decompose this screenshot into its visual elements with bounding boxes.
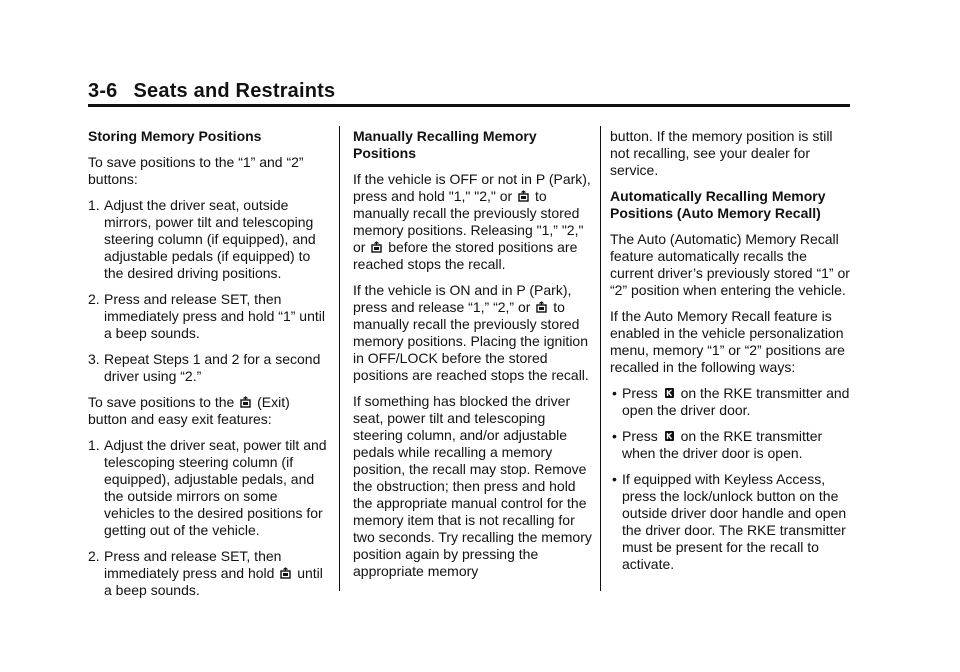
memory-exit-icon [240, 396, 251, 408]
rke-unlock-icon [664, 430, 675, 442]
text: on the RKE transmitter and open the driver door. [622, 385, 850, 418]
column-3 [610, 128, 854, 582]
bullet-item [610, 428, 854, 462]
rke-unlock-icon [664, 387, 675, 399]
list-text: Adjust the driver seat, power tilt and telescoping steering column (if equipped), adjustable pedals, and the outside mirrors on some vehicles to the desired positions for getting out of the vehicle. [104, 437, 327, 538]
bullet-item [610, 385, 854, 419]
list-text: until a beep sounds. [104, 565, 323, 598]
column-divider [339, 126, 340, 591]
text: before the stored positions are reached stops the recall. [353, 239, 578, 272]
bullet: • [612, 385, 617, 401]
heading-storing: Storing Memory Positions [88, 128, 262, 144]
list-text: Repeat Steps 1 and 2 for a second driver using “2.” [104, 351, 321, 384]
paragraph: If the Auto Memory Recall feature is enabled in the vehicle personalization menu, memory “1” or “2” positions are recalled in the following ways: [610, 308, 845, 375]
memory-exit-icon [280, 567, 291, 579]
memory-exit-icon [536, 301, 547, 313]
memory-exit-icon [371, 241, 382, 253]
list-item [88, 197, 328, 282]
list-item [88, 548, 328, 599]
heading-auto-recall: Automatically Recalling Memory Positions (Auto Memory Recall) [610, 188, 826, 221]
column-divider [600, 126, 601, 591]
section-number: 3-6 [88, 80, 118, 102]
list-number: 2. [88, 548, 100, 564]
paragraph: If something has blocked the driver seat, power tilt and telescoping steering column, and/or adjustable pedals while recalling a memory position, the recall may stop. Remove the obstruction; then press and hold the appropriate manual control for the memory item that is not recalling for two seconds. Try recalling the memory position again by pressing the appropriate memory [353, 393, 592, 579]
list-item [88, 437, 328, 539]
list-item [88, 351, 328, 385]
paragraph: button. If the memory position is still not recalling, see your dealer for service. [610, 128, 833, 178]
list-number: 1. [88, 197, 100, 213]
list-number: 2. [88, 291, 100, 307]
text: If the vehicle is OFF or not in P (Park), press and hold "1," "2," or [353, 171, 591, 204]
text: To save positions to the [88, 394, 235, 410]
paragraph: To save positions to the “1” and “2” buttons: [88, 154, 304, 187]
list-text: Press and release SET, then immediately press and hold “1” until a beep sounds. [104, 291, 325, 341]
text: to manually recall the previously stored memory positions. Placing the ignition in OFF/LOCK before the stored positions are reached stops the recall. [353, 299, 589, 383]
paragraph: The Auto (Automatic) Memory Recall feature automatically recalls the current driver’s previously stored “1” or “2” position when entering the vehicle. [610, 231, 850, 298]
text: to manually recall the previously stored memory positions. Releasing "1,” "2," or [353, 188, 584, 255]
chapter-title: Seats and Restraints [133, 80, 336, 102]
text: (Exit) button and easy exit features: [88, 394, 290, 427]
bullet-item [610, 471, 854, 573]
list-text: Press and release SET, then immediately press and hold [104, 548, 282, 581]
paragraph [353, 171, 595, 273]
list-number: 1. [88, 437, 100, 453]
paragraph [88, 394, 328, 428]
memory-exit-icon [518, 190, 529, 202]
header-rule [88, 104, 850, 107]
list-number: 3. [88, 351, 100, 367]
text: on the RKE transmitter when the driver door is open. [622, 428, 823, 461]
list-item [88, 291, 328, 342]
paragraph [353, 282, 595, 384]
column-1 [88, 128, 328, 608]
list-text: Adjust the driver seat, outside mirrors, power tilt and telescoping steering column (if equipped), and adjustable pedals (if equipped) to the desired driving positions. [104, 197, 316, 281]
bullet: • [612, 428, 617, 444]
text: Press [622, 385, 658, 401]
heading-manual-recall: Manually Recalling Memory Positions [353, 128, 537, 161]
text: If equipped with Keyless Access, press the lock/unlock button on the outside driver door handle and open the driver door. The RKE transmitter must be present for the recall to activate. [622, 471, 847, 572]
column-2 [353, 128, 595, 589]
text: If the vehicle is ON and in P (Park), press and release “1,” “2,” or [353, 282, 572, 315]
text: Press [622, 428, 658, 444]
bullet: • [612, 471, 617, 487]
page-header [88, 80, 850, 103]
